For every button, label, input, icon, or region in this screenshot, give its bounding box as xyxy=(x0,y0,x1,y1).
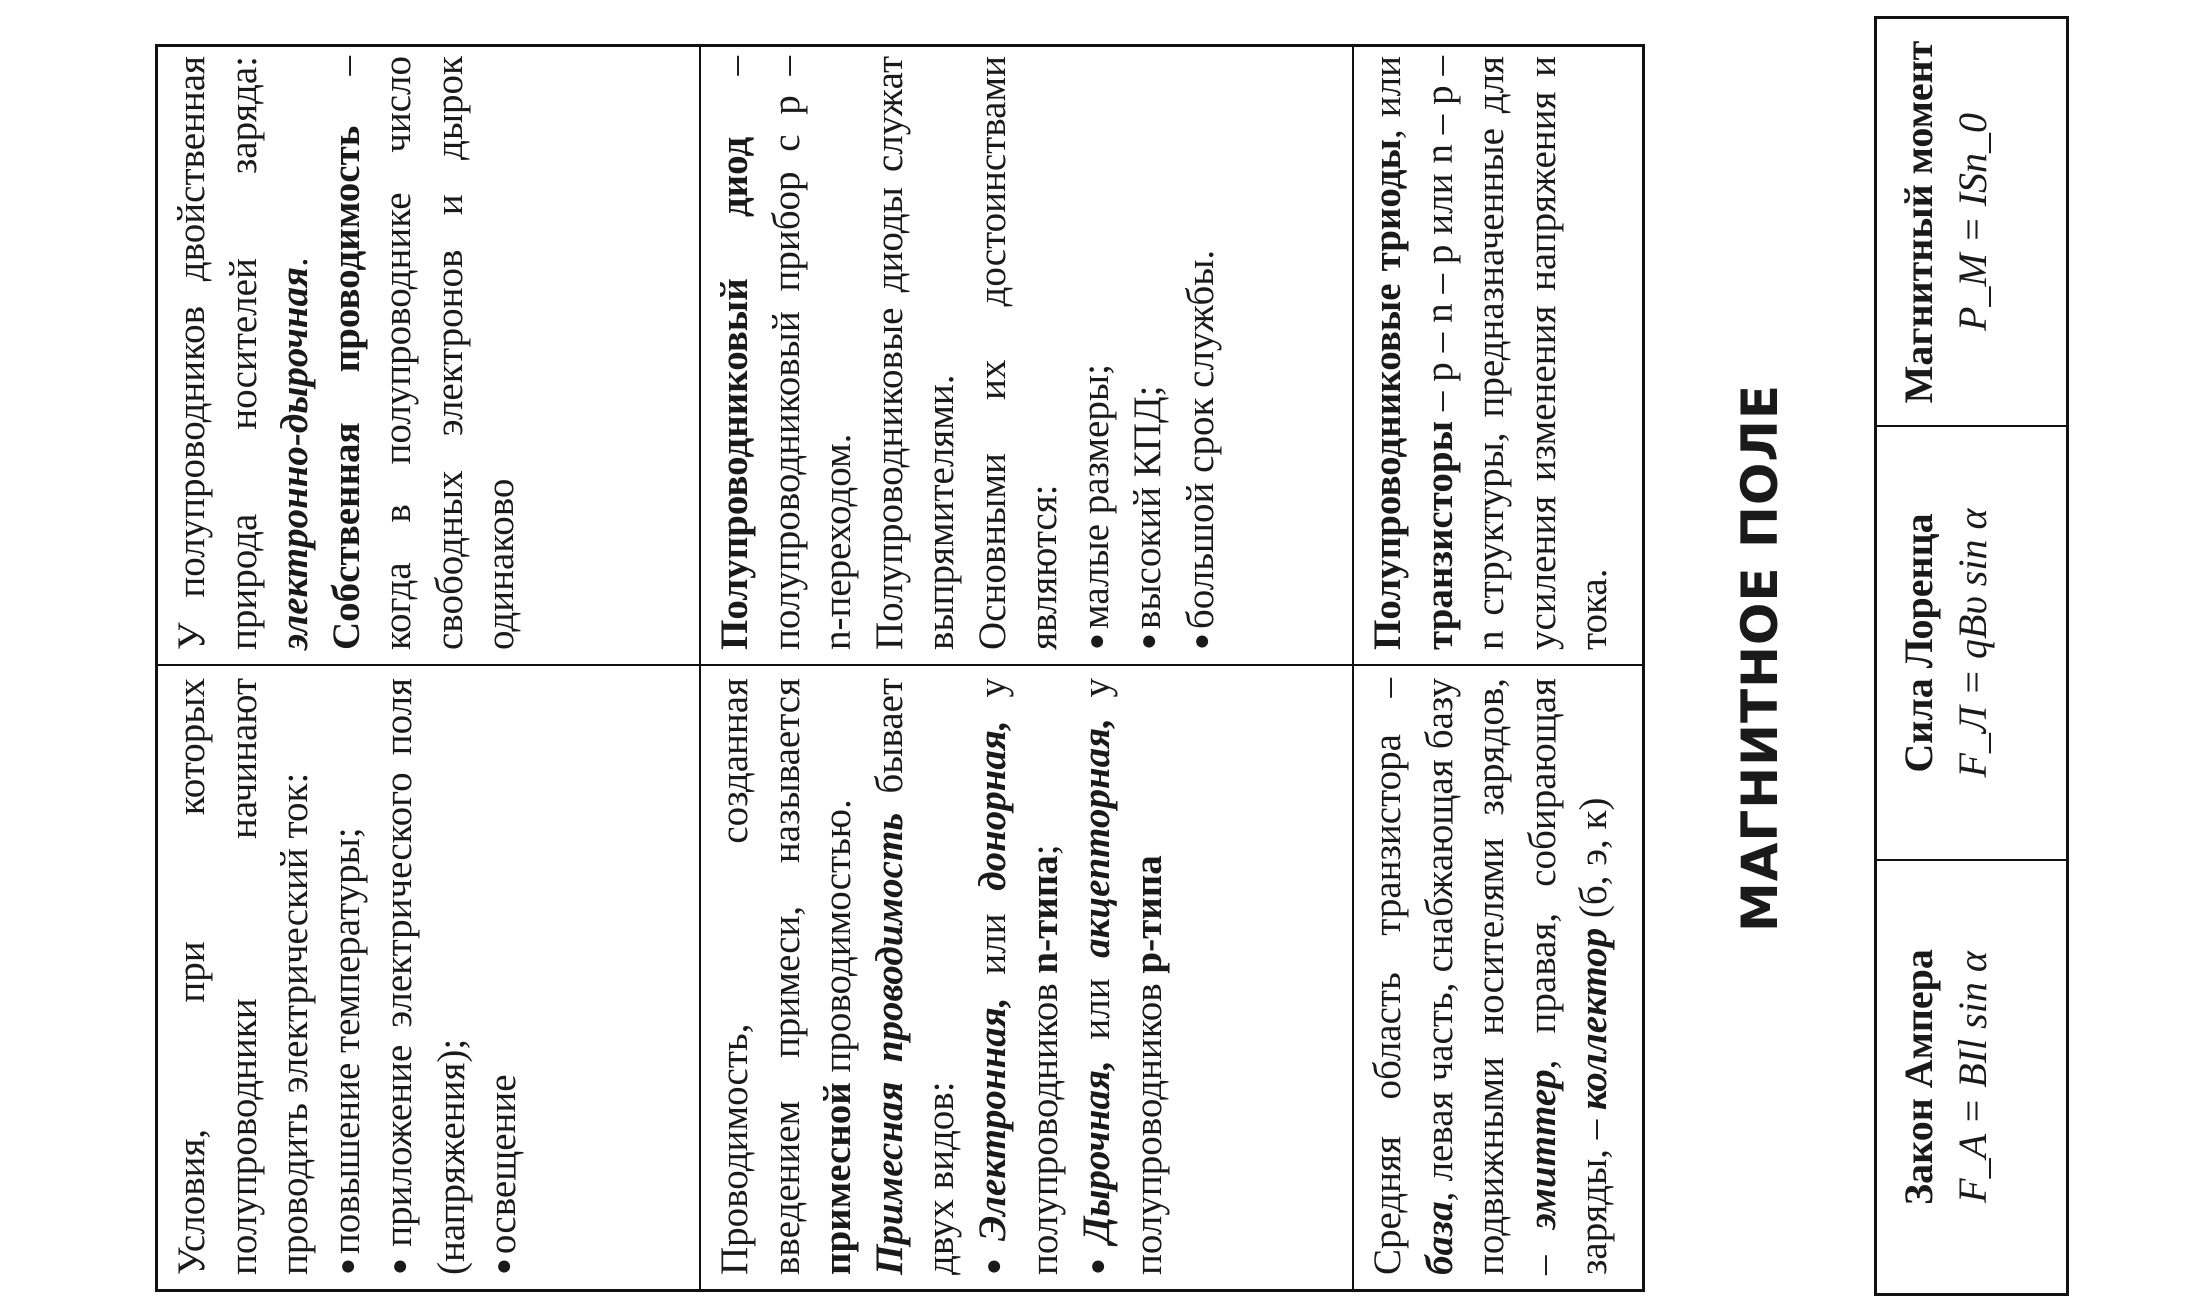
diode-use: Полупроводниковые диоды служат выпрямителями. xyxy=(867,56,962,650)
formula-title: Сила Лоренца xyxy=(1896,513,1941,773)
transistor-definition: Полупроводниковые триоды, или транзисторы – p – n – p или n – p – n структуры, предназначенные для усиления изменения напряжения и тока. xyxy=(1366,56,1615,650)
bullet-item: ● малые размеры; xyxy=(1070,56,1123,650)
formula-magnetic-moment: P_M = ISn_0 xyxy=(1950,112,1995,332)
cell-semiconductor-diode xyxy=(699,44,1352,666)
transistor-parts-text: Средняя область транзистора – база, левая часть, снабжающая базу подвижными носителями зарядов, – эмиттер, правая, собирающая заряды, – коллектор (б, э, к) xyxy=(1366,678,1615,1275)
cell-transistor-parts xyxy=(1352,666,1642,1289)
cell-dual-nature xyxy=(158,44,699,666)
section-title: МАГНИТНОЕ ПОЛЕ xyxy=(1731,383,1789,933)
semiconductor-table xyxy=(155,44,1645,1292)
formula-cell-magnetic-moment xyxy=(1877,19,2066,427)
dual-nature-text: У полупроводников двойственная природа носителей заряда: электронно-дырочная. xyxy=(170,56,316,650)
diode-advantages: Основными их достоинствами являются: xyxy=(970,56,1065,650)
impurity-types: Примесная проводимость бывает двух видов: xyxy=(867,678,962,1275)
impurity-definition: Проводимость, созданная введением примеси, называется примесной проводимостью. xyxy=(713,678,859,1275)
formula-title: Магнитный момент xyxy=(1896,40,1941,404)
cell-impurity-conductivity xyxy=(699,666,1352,1289)
formula-title: Закон Ампера xyxy=(1896,949,1941,1205)
bullet-item: ● повышение температуры; xyxy=(321,678,374,1275)
formula-ampere: F_A = BIl sin α xyxy=(1950,951,1995,1203)
bullet-item: ● Дырочная, или акцепторная, у полупроводников p-типа xyxy=(1071,678,1175,1275)
magnetic-formulas-table xyxy=(1874,16,2069,1296)
conditions-text: Условия, при которых полупроводники начинают проводить электрический ток: xyxy=(170,678,316,1275)
diode-definition: Полупроводниковый диод – полупроводниковый прибор с p – n-переходом. xyxy=(713,56,859,650)
formula-lorentz: F_Л = qBυ sin α xyxy=(1950,508,1995,778)
formula-cell-lorentz xyxy=(1877,427,2066,861)
cell-conduction-conditions xyxy=(158,666,699,1289)
bullet-item: ● освещение xyxy=(477,678,530,1275)
intrinsic-conductivity: Собственная проводимость – когда в полупроводнике число свободных электронов и дырок одинаково xyxy=(324,56,522,650)
bullet-item: ● приложение электрического поля (напряжения); xyxy=(373,678,477,1275)
bullet-item: ● Электронная, или донорная, у полупроводников n-типа; xyxy=(967,678,1071,1275)
bullet-item: ● высокий КПД; xyxy=(1122,56,1175,650)
bullet-item: ● большой срок службы. xyxy=(1175,56,1228,650)
formula-cell-ampere xyxy=(1877,861,2066,1293)
cell-transistors xyxy=(1352,44,1642,666)
